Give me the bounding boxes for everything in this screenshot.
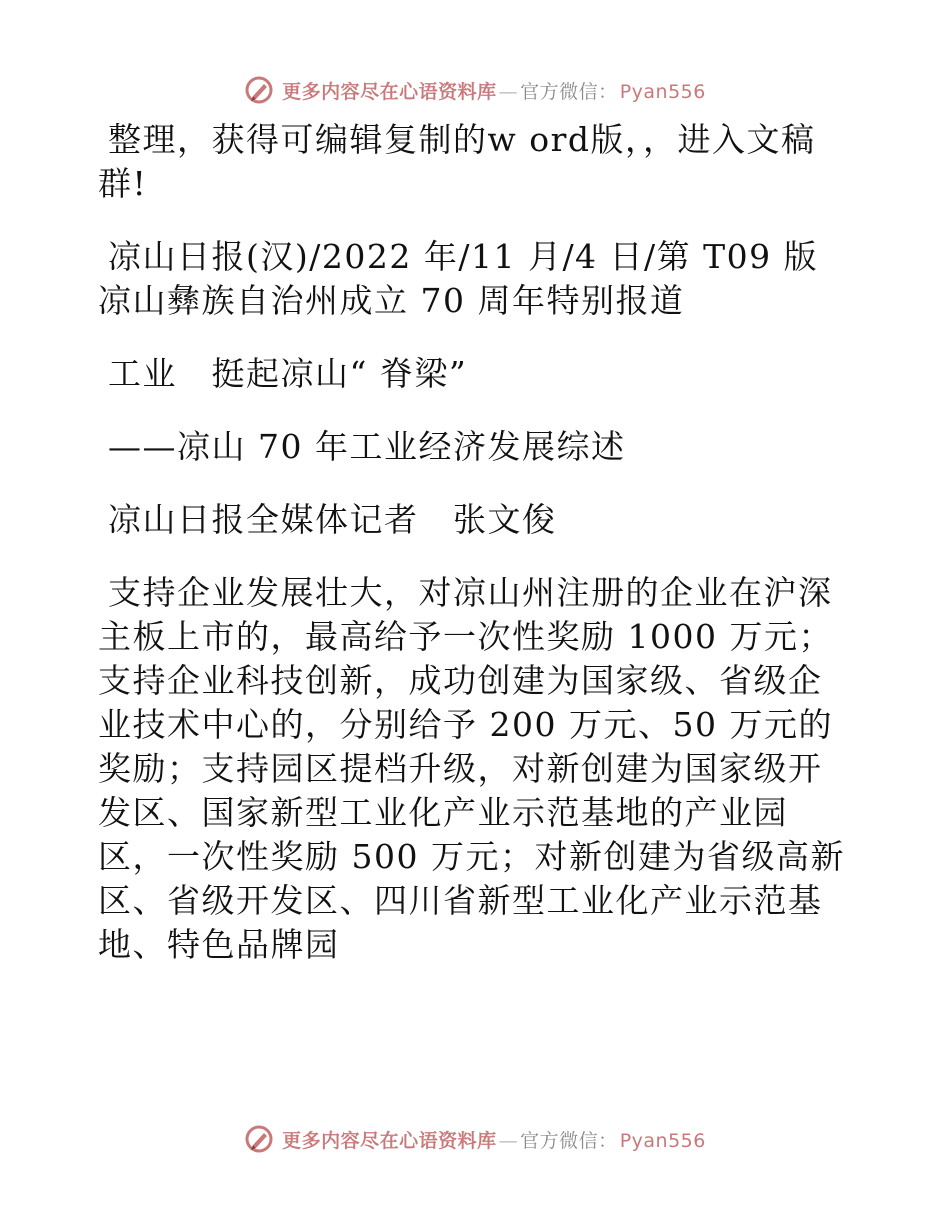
document-body	[98, 118, 850, 996]
pen-logo-icon	[244, 75, 274, 105]
banner-wechat-id: Pyan556	[619, 80, 706, 103]
article-title: 工业 挺起凉山“ 脊梁”	[108, 354, 468, 393]
body-paragraph: 支持企业发展壮大，对凉山州注册的企业在沪深主板上市的，最高给予一次性奖励 1000 万元；支持企业科技创新，成功创建为国家级、省级企业技术中心的，分别给予 200 万元、50 万元的奖励；支持园区提档升级，对新创建为国家级开发区、国家新型工业化产业示范基地的产业园区，一次性奖励 500 万元；对新创建为省级高新区、省级开发区、四川省新型工业化产业示范基地、特色品牌园	[98, 573, 845, 964]
byline: 凉山日报全媒体记者 张文俊	[108, 500, 557, 539]
header-watermark-banner	[0, 68, 950, 112]
source-line: 凉山日报(汉)/2022 年/11 月/4 日/第 T09 版凉山彝族自治州成立 70 周年特别报道	[98, 237, 819, 320]
pen-logo-icon	[244, 1124, 274, 1154]
banner-wechat-id: Pyan556	[619, 1129, 706, 1152]
banner-official-label: 官方微信：	[520, 80, 618, 103]
article-subtitle: ——凉山 70 年工业经济发展综述	[108, 427, 626, 466]
banner-text	[282, 1126, 706, 1153]
banner-text	[282, 77, 706, 104]
banner-main-text: 更多内容尽在心语资料库	[282, 1129, 497, 1152]
footer-watermark-banner	[0, 1117, 950, 1161]
banner-dash: —	[498, 1129, 519, 1152]
banner-official-label: 官方微信：	[520, 1129, 618, 1152]
banner-dash: —	[498, 80, 519, 103]
intro-paragraph: 整理，获得可编辑复制的w ord版，，进入文稿群!	[98, 120, 816, 203]
banner-main-text: 更多内容尽在心语资料库	[282, 80, 497, 103]
